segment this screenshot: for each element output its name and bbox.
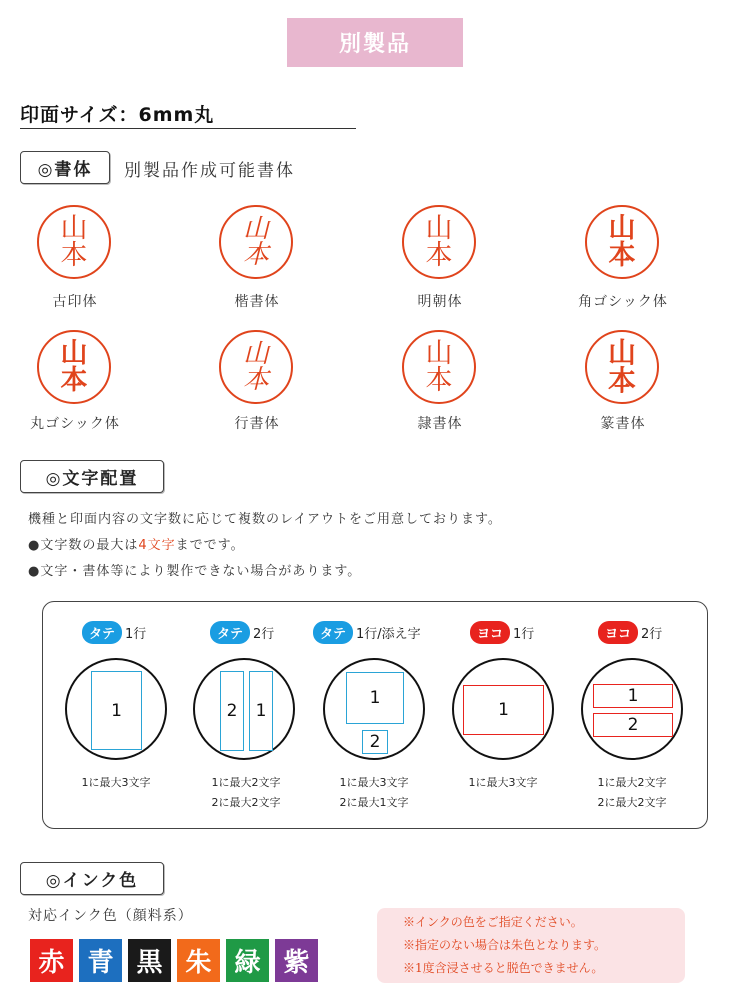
font-name-tensho: 篆書体	[600, 416, 646, 432]
layout-5-box-2: 2	[593, 713, 673, 737]
layout-2-note-1: 1に最大2文字	[211, 776, 281, 789]
layout-4-note-1: 1に最大3文字	[468, 776, 538, 789]
seal-kaku-gothic	[585, 205, 659, 279]
seal-maru-gothic	[37, 330, 111, 404]
layout-2-suffix: 2行	[253, 627, 275, 642]
ink-swatch-green: 緑	[226, 939, 269, 982]
layout-1-suffix: 1行	[125, 627, 147, 642]
seal-reisho	[402, 330, 476, 404]
font-name-mincho: 明朝体	[417, 294, 463, 310]
layout-4-pill: ヨコ	[470, 621, 510, 644]
layout-section-label: ◎文字配置	[20, 460, 164, 493]
ink-section-label: ◎インク色	[20, 862, 164, 895]
layout-5-suffix: 2行	[641, 627, 663, 642]
layout-5-note-1: 1に最大2文字	[597, 776, 667, 789]
font-name-gyosho: 行書体	[234, 416, 280, 432]
seal-char-bottom: 本	[242, 365, 269, 395]
seal-char-top: 山	[60, 213, 88, 244]
seal-char-bottom: 本	[60, 365, 88, 396]
seal-char-bottom: 本	[607, 364, 636, 397]
font-section-label: ◎書体	[20, 151, 110, 184]
layout-3-note-2: 2に最大1文字	[339, 796, 409, 809]
layout-1-pill: タテ	[82, 621, 122, 644]
layout-3-box-1: 1	[346, 672, 404, 724]
size-title-underline	[20, 128, 356, 129]
seal-char-bottom: 本	[608, 240, 636, 271]
font-name-reisho: 隷書体	[417, 416, 463, 432]
seal-char-top: 山	[607, 336, 636, 369]
layout-3-header	[313, 621, 421, 644]
seal-char-bottom: 本	[242, 240, 269, 270]
max-chars-pre: ●文字数の最大は	[28, 538, 139, 553]
ink-note-1: ※インクの色をご指定ください。	[403, 915, 583, 929]
max-chars-value: 4文字	[138, 538, 176, 553]
layout-5-box-1: 1	[593, 684, 673, 708]
font-name-maru-gothic: 丸ゴシック体	[30, 416, 120, 432]
layout-5-note-2: 2に最大2文字	[597, 796, 667, 809]
layout-4-box-1: 1	[463, 685, 544, 735]
font-name-kaku-gothic: 角ゴシック体	[578, 294, 668, 310]
layout-4-header	[470, 621, 534, 644]
ink-note-2: ※指定のない場合は朱色となります。	[403, 938, 607, 952]
seal-char-bottom: 本	[425, 365, 453, 396]
seal-char-top: 山	[60, 338, 88, 369]
layout-2-header	[210, 621, 274, 644]
seal-char-bottom: 本	[425, 240, 453, 271]
layout-1-header	[82, 621, 146, 644]
layout-3-box-2: 2	[362, 730, 388, 754]
seal-kaisho	[219, 205, 293, 279]
seal-char-top: 山	[242, 339, 269, 369]
ink-swatch-black: 黒	[128, 939, 171, 982]
seal-char-top: 山	[608, 213, 636, 244]
layout-5-header	[598, 621, 662, 644]
layout-3-pill: タテ	[313, 621, 353, 644]
layout-3-suffix: 1行/添え字	[356, 627, 421, 642]
seal-char-top: 山	[242, 214, 269, 244]
layout-2-note-2: 2に最大2文字	[211, 796, 281, 809]
ink-swatch-blue: 青	[79, 939, 122, 982]
layout-2-box-1: 1	[249, 671, 273, 751]
max-chars-post: までです。	[175, 538, 245, 553]
layout-3-note-1: 1に最大3文字	[339, 776, 409, 789]
font-section-subtitle: 別製品作成可能書体	[124, 161, 295, 181]
seal-char-top: 山	[425, 213, 453, 244]
layout-5-circle	[581, 658, 683, 760]
ink-note-3: ※1度含浸させると脱色できません。	[403, 961, 604, 975]
seal-mincho	[402, 205, 476, 279]
production-note: ●文字・書体等により製作できない場合があります。	[28, 564, 362, 579]
seal-char-top: 山	[425, 338, 453, 369]
ink-section-subtitle: 対応インク色（顔料系）	[28, 908, 193, 924]
layout-4-suffix: 1行	[513, 627, 535, 642]
ink-swatch-purple: 紫	[275, 939, 318, 982]
product-banner: 別製品	[287, 18, 463, 67]
seal-tensho	[585, 330, 659, 404]
layout-2-circle	[193, 658, 295, 760]
ink-swatch-vermilion: 朱	[177, 939, 220, 982]
layout-2-box-2: 2	[220, 671, 244, 751]
layout-1-box-1: 1	[91, 671, 142, 750]
ink-swatch-red: 赤	[30, 939, 73, 982]
size-title: 印面サイズ：6mm丸	[20, 104, 215, 126]
layout-5-pill: ヨコ	[598, 621, 638, 644]
max-chars-note	[28, 534, 245, 553]
layout-2-pill: タテ	[210, 621, 250, 644]
layout-1-note-1: 1に最大3文字	[81, 776, 151, 789]
seal-koin	[37, 205, 111, 279]
seal-gyosho	[219, 330, 293, 404]
font-name-koin: 古印体	[52, 294, 98, 310]
seal-char-bottom: 本	[60, 240, 88, 271]
font-name-kaisho: 楷書体	[234, 294, 280, 310]
ink-notes	[377, 908, 685, 983]
layout-description: 機種と印面内容の文字数に応じて複数のレイアウトをご用意しております。	[28, 512, 502, 527]
